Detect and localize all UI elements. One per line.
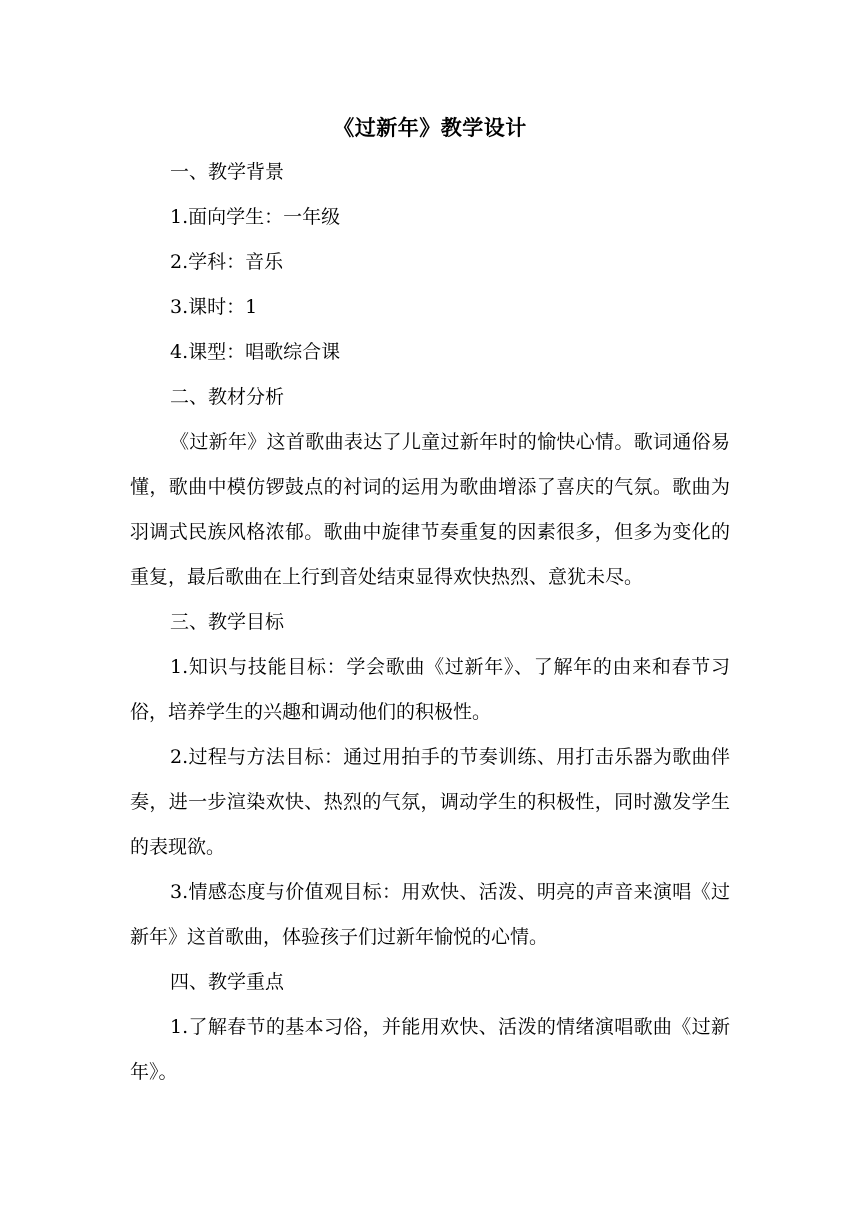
document-title: 《过新年》教学设计 — [333, 115, 527, 140]
key-point-1: 1.了解春节的基本习俗，并能用欢快、活泼的情绪演唱歌曲《过新年》。 — [130, 1016, 730, 1083]
goal-process-methods: 2.过程与方法目标：通过用拍手的节奏训练、用打击乐器为歌曲伴奏，进一步渲染欢快、热烈的气氛，调动学生的积极性，同时激发学生的表现欲。 — [130, 746, 730, 858]
analysis-paragraph: 《过新年》这首歌曲表达了儿童过新年时的愉快心情。歌词通俗易懂，歌曲中模仿锣鼓点的衬词的运用为歌曲增添了喜庆的气氛。歌曲为羽调式民族风格浓郁。歌曲中旋律节奏重复的因素很多，但多为变化的重复，最后歌曲在上行到音处结束显得欢快热烈、意犹未尽。 — [130, 431, 730, 588]
section-heading-background: 一、教学背景 — [170, 161, 285, 183]
background-item-hours: 3.课时：1 — [170, 296, 258, 318]
section-heading-analysis: 二、教材分析 — [170, 386, 285, 408]
background-item-subject: 2.学科：音乐 — [170, 251, 284, 273]
section-heading-goals: 三、教学目标 — [170, 611, 285, 633]
section-heading-key-points: 四、教学重点 — [170, 971, 285, 993]
background-item-type: 4.课型：唱歌综合课 — [170, 341, 341, 363]
background-item-students: 1.面向学生：一年级 — [170, 206, 341, 228]
goal-knowledge-skills: 1.知识与技能目标：学会歌曲《过新年》、了解年的由来和春节习俗，培养学生的兴趣和调动他们的积极性。 — [130, 656, 730, 723]
goal-emotion-values: 3.情感态度与价值观目标：用欢快、活泼、明亮的声音来演唱《过新年》这首歌曲，体验孩子们过新年愉悦的心情。 — [130, 881, 730, 948]
